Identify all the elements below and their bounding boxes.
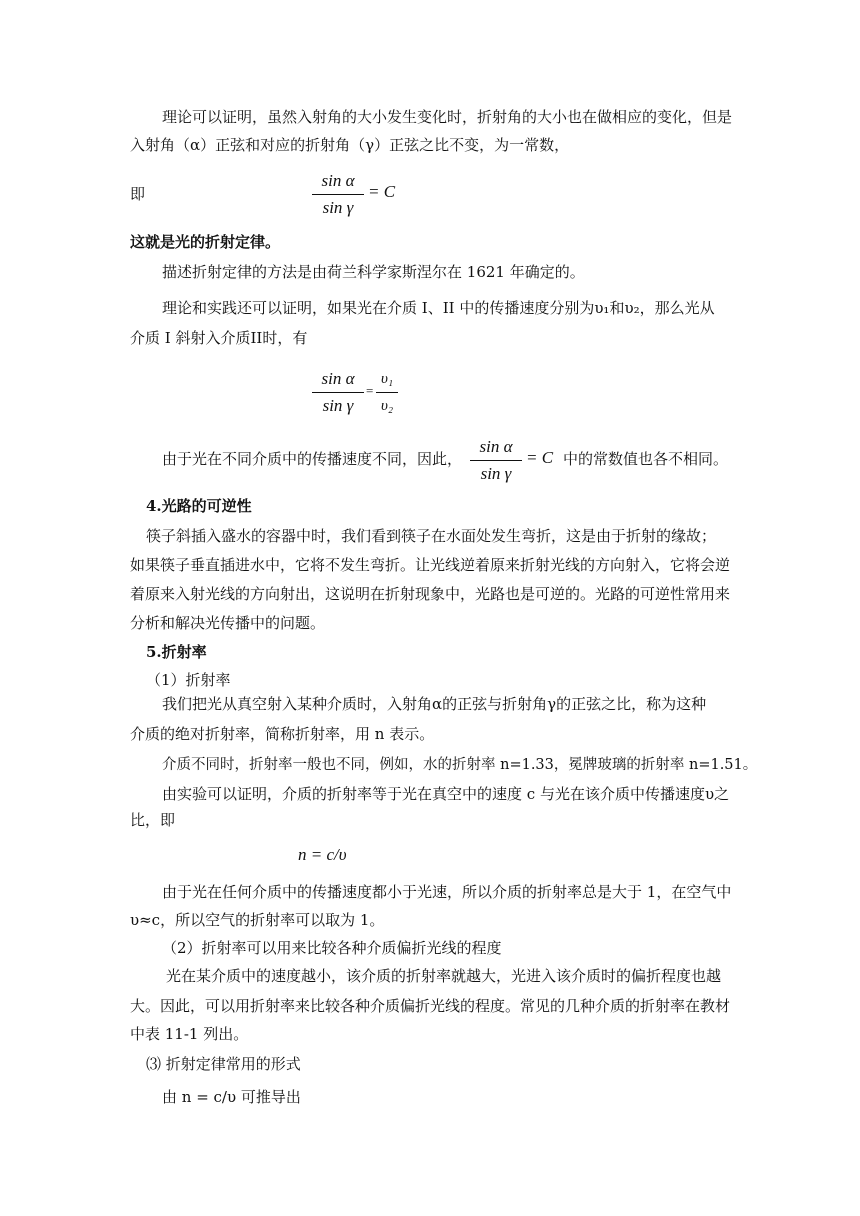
paragraph-line: 筷子斜插入盛水的容器中时，我们看到筷子在水面处发生弯折，这是由于折射的缘故； <box>146 527 717 545</box>
fraction-bar <box>312 392 364 393</box>
paragraph-line: 中表 11-1 列出。 <box>130 1025 249 1043</box>
fraction <box>470 436 522 485</box>
equals-sign: = <box>366 383 374 398</box>
denominator: sin γ <box>480 464 512 483</box>
equation-rhs: = C <box>368 182 396 201</box>
fraction <box>376 368 398 417</box>
paragraph-line: 介质不同时，折射率一般也不同，例如，水的折射率 n=1.33，冕牌玻璃的折射率 n=1.51。 <box>162 757 758 773</box>
subsection-heading: （2）折射率可以用来比较各种介质偏折光线的程度 <box>162 939 502 957</box>
numerator: sin α <box>479 437 513 456</box>
paragraph-line: 如果筷子垂直插进水中，它将不发生弯折。让光线逆着原来折射光线的方向射入，它将会逆 <box>130 556 731 574</box>
paragraph-line: 着原来入射光线的方向射出，这说明在折射现象中，光路也是可逆的。光路的可逆性常用来 <box>130 585 731 603</box>
equation-rhs: = C <box>526 448 554 467</box>
subsection-heading: ⑶ 折射定律常用的形式 <box>146 1055 301 1073</box>
paragraph-line: 我们把光从真空射入某种介质时，入射角α的正弦与折射角γ的正弦之比，称为这种 <box>162 695 707 713</box>
subsection-heading: （1）折射率 <box>146 671 231 689</box>
denominator: υ₂ <box>380 398 394 414</box>
denominator: sin γ <box>322 198 354 217</box>
fraction <box>312 170 364 219</box>
numerator: sin α <box>321 171 355 190</box>
paragraph-line: 比，即 <box>130 811 176 829</box>
section-heading: 4.光路的可逆性 <box>146 497 252 515</box>
paragraph-line: 入射角（α）正弦和对应的折射角（γ）正弦之比不变，为一常数， <box>130 136 570 154</box>
paragraph-line: 介质的绝对折射率，简称折射率，用 n 表示。 <box>130 725 435 743</box>
paragraph-line: 大。因此，可以用折射率来比较各种介质偏折光线的程度。常见的几种介质的折射率在教材 <box>130 997 731 1015</box>
paragraph-line: 中的常数值也各不相同。 <box>563 450 729 468</box>
paragraph-line: 分析和解决光传播中的问题。 <box>130 614 326 632</box>
numerator: υ₁ <box>380 371 394 387</box>
law-statement: 这就是光的折射定律。 <box>130 233 281 251</box>
paragraph-line: 理论可以证明，虽然入射角的大小发生变化时，折射角的大小也在做相应的变化，但是 <box>162 108 733 126</box>
numerator: sin α <box>321 369 355 388</box>
fraction <box>312 368 364 417</box>
paragraph-line: 描述折射定律的方法是由荷兰科学家斯涅尔在 1621 年确定的。 <box>162 263 585 281</box>
paragraph-line: 由于光在任何介质中的传播速度都小于光速，所以介质的折射率总是大于 1，在空气中 <box>162 883 732 901</box>
paragraph-line: 理论和实践还可以证明，如果光在介质 I、II 中的传播速度分别为υ₁和υ₂，那么光从 <box>162 299 715 317</box>
fraction-bar <box>376 392 398 393</box>
paragraph-line: 介质 I 斜射入介质II时，有 <box>130 329 308 347</box>
paragraph-line: 由实验可以证明，介质的折射率等于光在真空中的速度 c 与光在该介质中传播速度υ之 <box>162 785 730 803</box>
paragraph-line: υ≈c，所以空气的折射率可以取为 1。 <box>130 911 385 929</box>
equation-label: 即 <box>130 185 146 203</box>
denominator: sin γ <box>322 396 354 415</box>
section-heading: 5.折射率 <box>146 643 207 661</box>
fraction-bar <box>312 194 364 195</box>
paragraph-line: 由 n = c/υ 可推导出 <box>162 1088 301 1106</box>
equation: n = c/υ <box>298 845 347 864</box>
paragraph-line: 由于光在不同介质中的传播速度不同，因此， <box>162 450 463 468</box>
fraction-bar <box>470 460 522 461</box>
paragraph-line: 光在某介质中的速度越小，该介质的折射率就越大，光进入该介质时的偏折程度也越 <box>166 967 722 985</box>
